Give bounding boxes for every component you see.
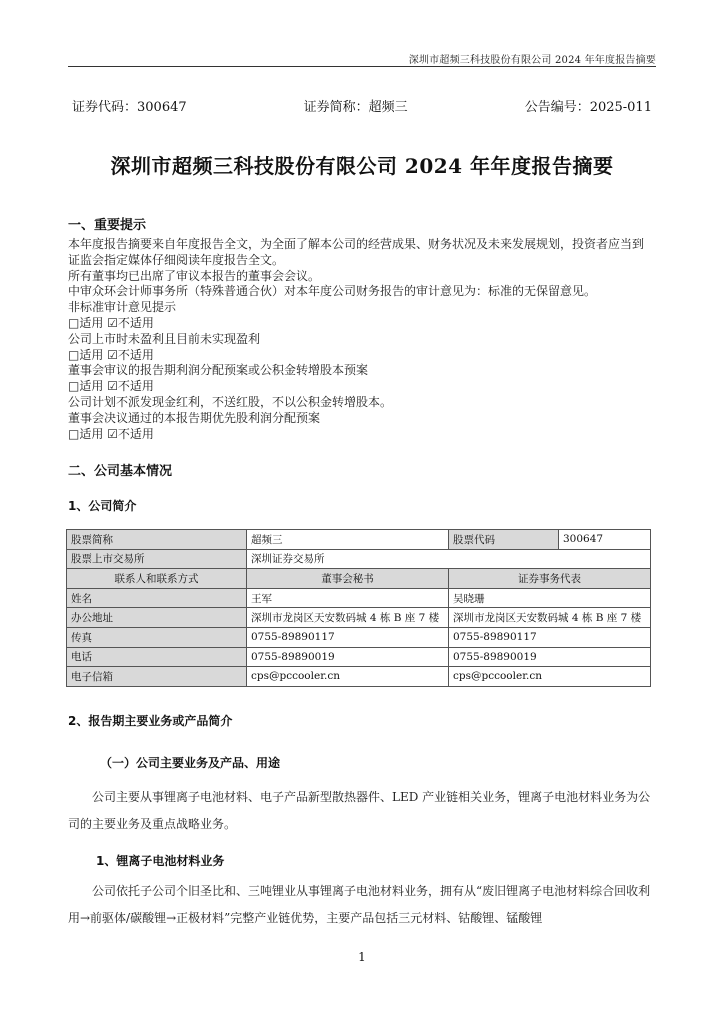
- table-cell-label: 传真: [67, 627, 247, 647]
- table-column-header: 证券事务代表: [449, 569, 651, 589]
- important-notice-body: [68, 237, 654, 442]
- notice-line: 董事会审议的报告期利润分配预案或公积金转增股本预案: [68, 363, 369, 378]
- company-profile-table: [66, 529, 651, 687]
- announcement-meta: [72, 96, 652, 115]
- stock-abbreviation: 证券简称：超频三: [303, 100, 408, 115]
- table-column-header: 董事会秘书: [247, 569, 449, 589]
- running-header: 深圳市超频三科技股份有限公司 2024 年年度报告摘要: [408, 55, 656, 66]
- table-cell-label: 电子信箱: [67, 667, 247, 687]
- document-title: 深圳市超频三科技股份有限公司 2024 年年度报告摘要: [110, 154, 614, 178]
- table-cell: 300647: [559, 530, 651, 550]
- table-cell-label: 股票上市交易所: [67, 549, 247, 569]
- notice-line: 所有董事均已出席了审议本报告的董事会会议。: [68, 268, 321, 283]
- table-cell: 深圳市龙岗区天安数码城 4 栋 B 座 7 楼: [247, 608, 449, 628]
- stock-code: 证券代码：300647: [72, 100, 187, 115]
- applicability-line: □适用 ☑不适用: [68, 426, 154, 441]
- table-cell: 超频三: [247, 530, 449, 550]
- applicability-line: □适用 ☑不适用: [68, 315, 154, 330]
- notice-line: 董事会决议通过的本报告期优先股利润分配预案: [68, 410, 321, 425]
- body-paragraph: 公司主要从事锂离子电池材料、电子产品新型散热器件、LED 产业链相关业务，锂离子电池材料业务为公司的主要业务及重点战略业务。: [68, 790, 651, 831]
- table-row: [67, 549, 651, 569]
- table-cell: 0755-89890117: [449, 627, 651, 647]
- table-row: [67, 588, 651, 608]
- body-paragraph: 公司依托子公司个旧圣比和、三吨锂业从事锂离子电池材料业务，拥有从“废旧锂离子电池材料综合回收利用→前驱体/碳酸锂→正极材料”完整产业链优势，主要产品包括三元材料、钴酸锂、锰酸锂: [68, 884, 651, 925]
- table-cell: cps@pccooler.cn: [247, 667, 449, 687]
- table-cell-label: 股票代码: [449, 530, 559, 550]
- section-heading-important-notice: 一、重要提示: [68, 218, 147, 233]
- notice-line: 公司上市时未盈利且目前未实现盈利: [68, 331, 261, 346]
- subsection-heading-main-business: 2、报告期主要业务或产品简介: [68, 714, 233, 728]
- table-cell: 0755-89890117: [247, 627, 449, 647]
- table-cell-label: 办公地址: [67, 608, 247, 628]
- table-cell-label: 电话: [67, 647, 247, 667]
- subsection-heading-business-products: （一）公司主要业务及产品、用途: [100, 756, 281, 770]
- table-row: [67, 647, 651, 667]
- applicability-line: □适用 ☑不适用: [68, 379, 154, 394]
- table-cell: 吴晓珊: [449, 588, 651, 608]
- subsection-heading-company-profile: 1、公司简介: [68, 499, 137, 513]
- notice-line: 公司计划不派发现金红利，不送红股，不以公积金转增股本。: [68, 394, 393, 409]
- notice-line: 本年度报告摘要来自年度报告全文，为全面了解本公司的经营成果、财务状况及未来发展规划，投资者应当到证监会指定媒体仔细阅读年度报告全文。: [68, 237, 645, 267]
- table-cell-label: 联系人和联系方式: [67, 569, 247, 589]
- table-cell: 0755-89890019: [449, 647, 651, 667]
- page-number: 1: [358, 950, 366, 964]
- section-heading-company-basics: 二、公司基本情况: [68, 464, 173, 479]
- table-cell: 深圳市龙岗区天安数码城 4 栋 B 座 7 楼: [449, 608, 651, 628]
- announcement-number: 公告编号：2025-011: [524, 100, 652, 115]
- table-row: [67, 608, 651, 628]
- table-cell: 王军: [247, 588, 449, 608]
- table-cell-label: 姓名: [67, 588, 247, 608]
- subsection-heading-lithium-battery: 1、锂离子电池材料业务: [96, 854, 225, 868]
- header-rule: [68, 66, 656, 67]
- applicability-line: □适用 ☑不适用: [68, 347, 154, 362]
- table-row: [67, 627, 651, 647]
- table-row: [67, 530, 651, 550]
- notice-line: 非标准审计意见提示: [68, 300, 177, 315]
- table-cell: cps@pccooler.cn: [449, 667, 651, 687]
- table-cell-label: 股票简称: [67, 530, 247, 550]
- notice-line: 中审众环会计师事务所（特殊普通合伙）对本年度公司财务报告的审计意见为：标准的无保留意见。: [68, 284, 597, 299]
- table-row: [67, 667, 651, 687]
- table-row: [67, 569, 651, 589]
- table-cell: 深圳证券交易所: [247, 549, 651, 569]
- table-cell: 0755-89890019: [247, 647, 449, 667]
